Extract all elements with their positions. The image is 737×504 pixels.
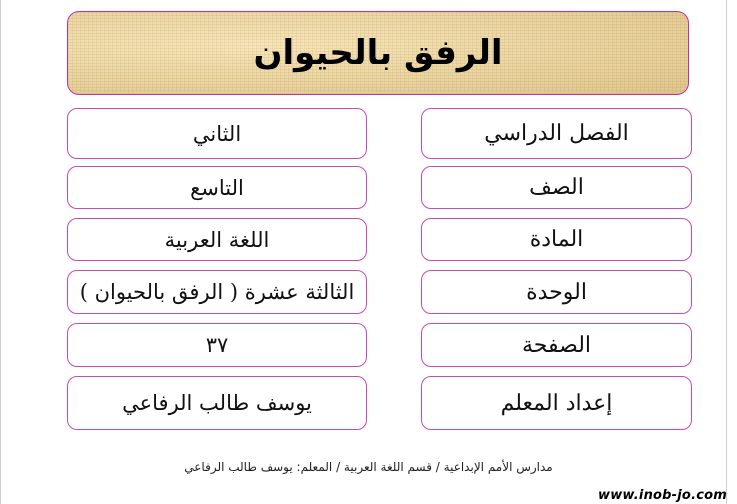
label-prepared-by: إعداد المعلم — [421, 376, 692, 430]
page-title: الرفق بالحيوان — [253, 33, 503, 73]
label-grade: الصف — [421, 166, 692, 209]
page-left-edge — [0, 0, 1, 504]
label-semester: الفصل الدراسي — [421, 108, 692, 159]
label-unit: الوحدة — [421, 270, 692, 314]
value-semester: الثاني — [67, 108, 367, 159]
footer-text: مدارس الأمم الإبداعية / قسم اللغة العربية / المعلم: يوسف طالب الرفاعي — [184, 460, 553, 474]
value-grade: التاسع — [67, 166, 367, 209]
page-right-edge — [726, 0, 727, 504]
site-watermark: www.inob-jo.com — [598, 488, 727, 503]
title-banner — [67, 11, 689, 95]
value-subject: اللغة العربية — [67, 218, 367, 261]
label-subject: المادة — [421, 218, 692, 261]
label-page: الصفحة — [421, 323, 692, 367]
value-prepared-by: يوسف طالب الرفاعي — [67, 376, 367, 430]
value-unit: الثالثة عشرة ( الرفق بالحيوان ) — [67, 270, 367, 314]
value-page: ٣٧ — [67, 323, 367, 367]
